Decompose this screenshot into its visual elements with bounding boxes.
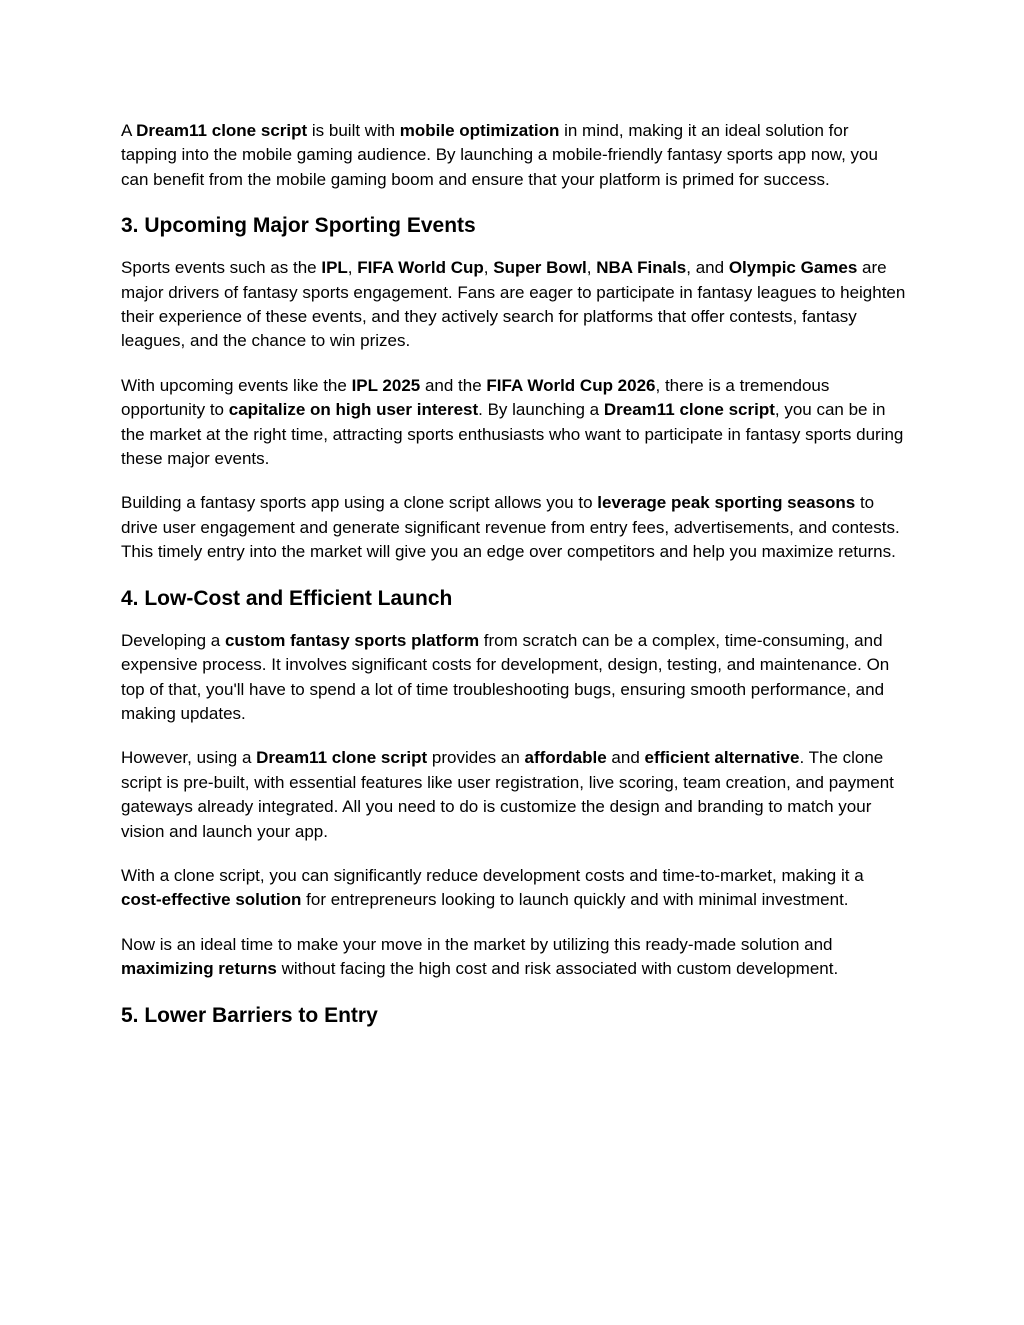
- text-run: A: [121, 121, 137, 140]
- bold-text: Super Bowl: [493, 258, 587, 278]
- bold-text: Olympic Games: [728, 258, 858, 278]
- text-run: and: [606, 748, 645, 768]
- text-run: without facing the high cost and risk associated with custom development.: [276, 959, 839, 979]
- text-run: for entrepreneurs looking to launch quickly and with minimal investment.: [301, 890, 849, 910]
- bold-text: Dream11 clone script: [603, 400, 775, 420]
- bold-text: capitalize on high user interest: [228, 400, 479, 420]
- bold-text: mobile optimization: [399, 121, 560, 140]
- section-heading: 5. Lower Barriers to Entry: [121, 1003, 378, 1027]
- bold-text: Dream11 clone script: [136, 121, 308, 140]
- bold-text: NBA Finals: [596, 258, 687, 278]
- text-run: are major drivers of fantasy sports engagement. Fans are eager to participate in fantasy leagues to heighten their experience of these events, and they actively search for platforms that offer contests, fantasy leagues, and the chance to win prizes.: [121, 258, 906, 351]
- text-run: and the: [420, 375, 487, 395]
- bold-text: maximizing returns: [121, 959, 277, 979]
- text-run: Developing a: [121, 630, 225, 650]
- text-run: . By launching a: [478, 400, 604, 420]
- text-run: in mind, making it an ideal solution for tapping into the mobile gaming audience. By launching a mobile-friendly fantasy sports app now, you can benefit from the mobile gaming boom and ensure that your platform is primed for success.: [121, 121, 878, 189]
- paragraph: [121, 119, 906, 192]
- bold-text: IPL: [321, 258, 348, 278]
- bold-text: IPL 2025: [351, 375, 421, 395]
- text-run: , and: [686, 258, 729, 278]
- bold-text: Dream11 clone script: [256, 748, 428, 768]
- bold-text: custom fantasy sports platform: [224, 630, 480, 650]
- text-run: With a clone script, you can significantly reduce development costs and time-to-market, making it a: [121, 865, 864, 885]
- text-run: However, using a: [121, 748, 257, 768]
- paragraph: [121, 629, 906, 727]
- text-run: Now is an ideal time to make your move in the market by utilizing this ready-made solution and: [121, 934, 833, 954]
- bold-text: cost-effective solution: [121, 890, 302, 910]
- paragraph: [121, 933, 906, 982]
- section-heading: 3. Upcoming Major Sporting Events: [121, 214, 476, 238]
- text-run: Building a fantasy sports app using a clone script allows you to: [121, 493, 598, 513]
- text-run: ,: [347, 258, 358, 278]
- text-run: ,: [483, 258, 494, 278]
- section-heading: 4. Low-Cost and Efficient Launch: [121, 586, 453, 610]
- text-run: With upcoming events like the: [121, 375, 352, 395]
- bold-text: FIFA World Cup: [357, 258, 484, 278]
- text-run: is built with: [307, 121, 400, 140]
- text-run: provides an: [427, 748, 525, 768]
- text-run: , there is a tremendous opportunity to: [121, 375, 830, 420]
- bold-text: FIFA World Cup 2026: [486, 375, 656, 395]
- text-run: , you can be in the market at the right time, attracting sports enthusiasts who want to participate in fantasy sports during these major events.: [121, 400, 904, 469]
- text-run: from scratch can be a complex, time-consuming, and expensive process. It involves significant costs for development, design, testing, and maintenance. On top of that, you'll have to spend a lot of time troubleshooting bugs, ensuring smooth performance, and making updates.: [121, 630, 890, 723]
- paragraph: [121, 864, 906, 913]
- bold-text: efficient alternative: [644, 748, 800, 768]
- text-run: . The clone script is pre-built, with essential features like user registration, live scoring, team creation, and payment gateways already integrated. All you need to do is customize the design and branding to match your vision and launch your app.: [121, 748, 894, 841]
- paragraph: [121, 256, 906, 354]
- paragraph: [121, 374, 906, 472]
- document-page: [121, 119, 906, 1046]
- bold-text: leverage peak sporting seasons: [597, 493, 856, 513]
- text-run: to drive user engagement and generate significant revenue from entry fees, advertisements, and contests. This timely entry into the market will give you an edge over competitors and help you maximize returns.: [121, 493, 900, 562]
- text-run: ,: [586, 258, 597, 278]
- bold-text: affordable: [524, 748, 607, 768]
- paragraph: [121, 491, 906, 564]
- paragraph: [121, 746, 906, 844]
- text-run: Sports events such as the: [121, 258, 322, 278]
